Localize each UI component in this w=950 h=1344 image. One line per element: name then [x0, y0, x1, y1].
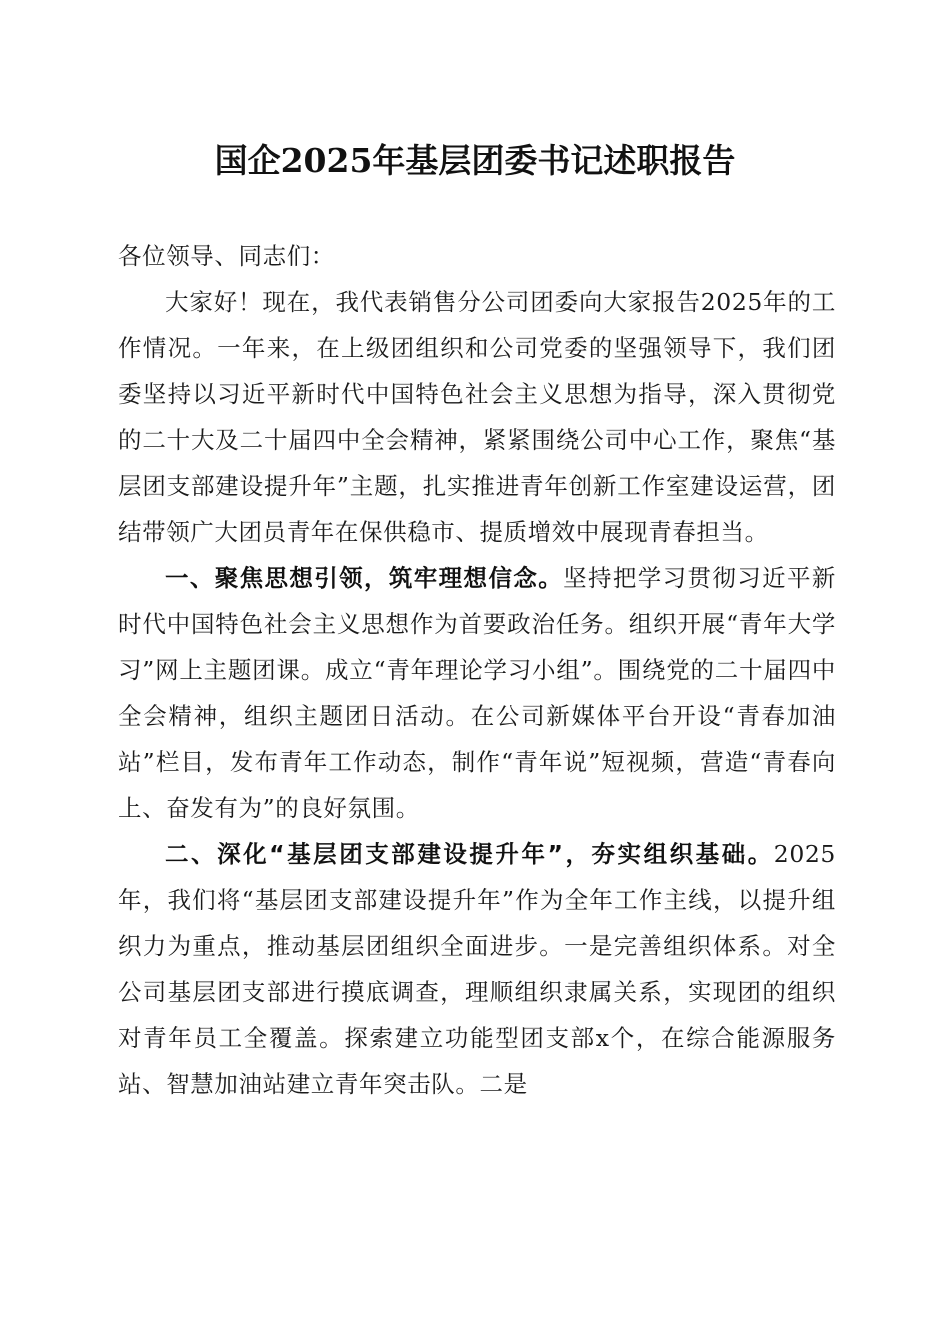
section-paragraph-2	[118, 831, 836, 1107]
page-title: 国企2025年基层团委书记述职报告	[214, 141, 736, 180]
section-paragraph-1	[118, 555, 836, 831]
greeting-line: 各位领导、同志们：	[118, 242, 335, 270]
section-heading-1: 一、聚焦思想引领，筑牢理想信念。	[165, 564, 564, 592]
section-text-2: 2025年，我们将“基层团支部建设提升年”作为全年工作主线，以提升组织力为重点，推动基层团组织全面进步。一是完善组织体系。对全公司基层团支部进行摸底调查，理顺组织隶属关系，实现团的组织对青年员工全覆盖。探索建立功能型团支部x个，在综合能源服务站、智慧加油站建立青年突击队。二是	[118, 840, 836, 1098]
section-text-1: 坚持把学习贯彻习近平新时代中国特色社会主义思想作为首要政治任务。组织开展“青年大学习”网上主题团课。成立“青年理论学习小组”。围绕党的二十届四中全会精神，组织主题团日活动。在公司新媒体平台开设“青春加油站”栏目，发布青年工作动态，制作“青年说”短视频，营造“青春向上、奋发有为”的良好氛围。	[118, 564, 836, 822]
section-heading-2: 二、深化“基层团支部建设提升年”，夯实组织基础。	[165, 840, 774, 868]
document-body	[118, 233, 836, 1107]
intro-paragraph: 大家好！现在，我代表销售分公司团委向大家报告2025年的工作情况。一年来，在上级团组织和公司党委的坚强领导下，我们团委坚持以习近平新时代中国特色社会主义思想为指导，深入贯彻党的二十大及二十届四中全会精神，紧紧围绕公司中心工作，聚焦“基层团支部建设提升年”主题，扎实推进青年创新工作室建设运营，团结带领广大团员青年在保供稳市、提质增效中展现青春担当。	[118, 288, 836, 546]
